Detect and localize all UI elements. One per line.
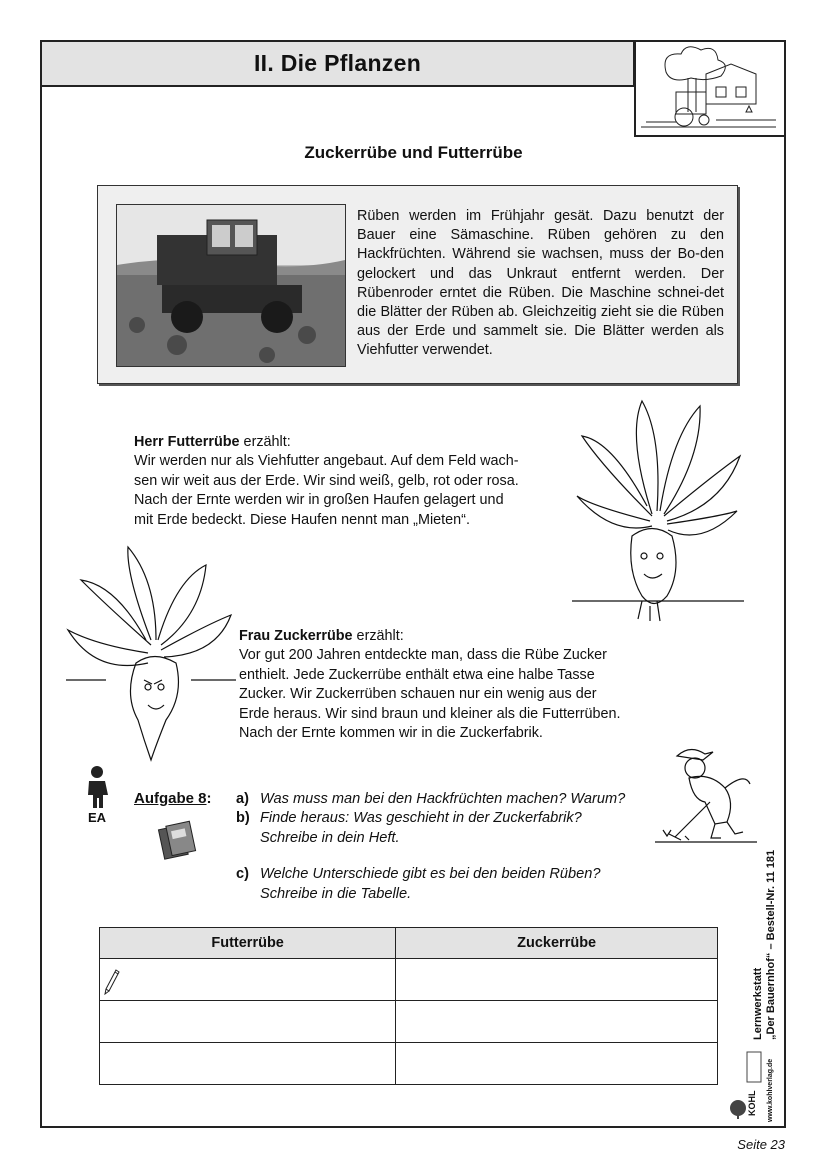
page-number: Seite 23 [737, 1137, 785, 1152]
publisher-name: KOHL [747, 1090, 757, 1116]
task-number: Aufgabe 8 [134, 790, 207, 807]
futterruebe-speaker: Herr Futterrübe [134, 434, 240, 450]
question-text: Welche Unterschiede gibt es bei den beiden Rüben? [260, 866, 601, 882]
farmer-hoeing-illustration [655, 742, 757, 848]
comparison-table [99, 927, 718, 1085]
futterruebe-line: sen wir weit aus der Erde. Wir sind weiß, gelb, rot oder rosa. [134, 472, 519, 489]
question-a [236, 790, 625, 810]
futterruebe-line: Nach der Ernte werden wir in großen Haufen gelagert und [134, 492, 504, 509]
info-text: Rüben werden im Frühjahr gesät. Dazu benutzt der Bauer eine Sämaschine. Rüben gehören zu den Hackfrüchten. Während sie wachsen, muss der Bo-den gelockert und das Unkraut entfernt werden. Der Rübenroder erntet die Rüben. Die Maschine schnei-det die Blätter der Rüben ab. Gleichzeitig zieht sie die Rüben aus der Erde und sammelt sie. Die Blätter werden als Viehfutter verwendet. [357, 208, 724, 359]
table-cell[interactable] [396, 959, 718, 1001]
futterruebe-line: mit Erde bedeckt. Diese Haufen nennt man „Mieten“. [134, 511, 470, 528]
table-cell[interactable] [396, 1043, 718, 1085]
zuckerruebe-story [239, 627, 621, 743]
farm-tractor-illustration [634, 40, 786, 137]
zuckerruebe-line: Vor gut 200 Jahren entdeckte man, dass die Rübe Zucker [239, 647, 607, 664]
question-text: Finde heraus: Was geschieht in der Zuckerfabrik? [260, 810, 582, 826]
zuckerruebe-line: Zucker. Wir Zuckerrüben schauen nur ein wenig aus der [239, 686, 597, 703]
futterruebe-story [134, 433, 519, 530]
zuckerruebe-verb: erzählt: [352, 628, 404, 644]
notebook-icon [157, 820, 199, 860]
beet-harvester-photo [116, 204, 346, 367]
table-header-row [100, 928, 718, 959]
question-text: Was muss man bei den Hackfrüchten machen? Warum? [260, 791, 626, 807]
futterruebe-verb: erzählt: [239, 434, 291, 450]
publisher-logo [729, 1050, 779, 1122]
question-letter: c) [236, 866, 249, 882]
student-icon [84, 765, 110, 809]
futterruebe-illustration [572, 396, 744, 630]
futterruebe-line: Wir werden nur als Viehfutter angebaut. Auf dem Feld wach- [134, 453, 519, 470]
zuckerruebe-illustration [66, 545, 236, 770]
column-header: Zuckerrübe [396, 928, 718, 959]
section-subtitle: Zuckerrübe und Futterrübe [304, 143, 523, 162]
table-cell[interactable] [100, 1043, 396, 1085]
question-c [236, 865, 600, 904]
question-b [236, 809, 582, 848]
zuckerruebe-line: Nach der Ernte kommen wir in die Zuckerfabrik. [239, 725, 543, 742]
ea-label: EA [87, 810, 107, 825]
task-label [134, 790, 212, 807]
publisher-url: www.kohlverlag.de [767, 1058, 774, 1122]
question-letter: a) [236, 791, 249, 807]
question-letter: b) [236, 810, 250, 826]
table-row [100, 1001, 718, 1043]
header-bar [40, 40, 635, 87]
table-cell[interactable] [396, 1001, 718, 1043]
question-text-cont: Schreibe in dein Heft. [260, 829, 400, 846]
zuckerruebe-line: enthielt. Jede Zuckerrübe enthält etwa eine halbe Tasse [239, 666, 595, 683]
pencil-icon [104, 969, 120, 995]
zuckerruebe-line: Erde heraus. Wir sind braun und kleiner als die Futterrüben. [239, 705, 621, 722]
column-header: Futterrübe [100, 928, 396, 959]
zuckerruebe-speaker: Frau Zuckerrübe [239, 628, 353, 644]
side-imprint [752, 840, 782, 1040]
table-cell[interactable] [100, 959, 396, 1001]
side-order-number: „Der Bauernhof“ – Bestell-Nr. 11 181 [765, 849, 777, 1040]
question-text-cont: Schreibe in die Tabelle. [260, 885, 412, 902]
page-title: II. Die Pflanzen [253, 50, 422, 76]
table-cell[interactable] [100, 1001, 396, 1043]
task-colon: : [206, 790, 212, 807]
table-row [100, 1043, 718, 1085]
table-row [100, 959, 718, 1001]
side-series: Lernwerkstatt [752, 967, 764, 1040]
